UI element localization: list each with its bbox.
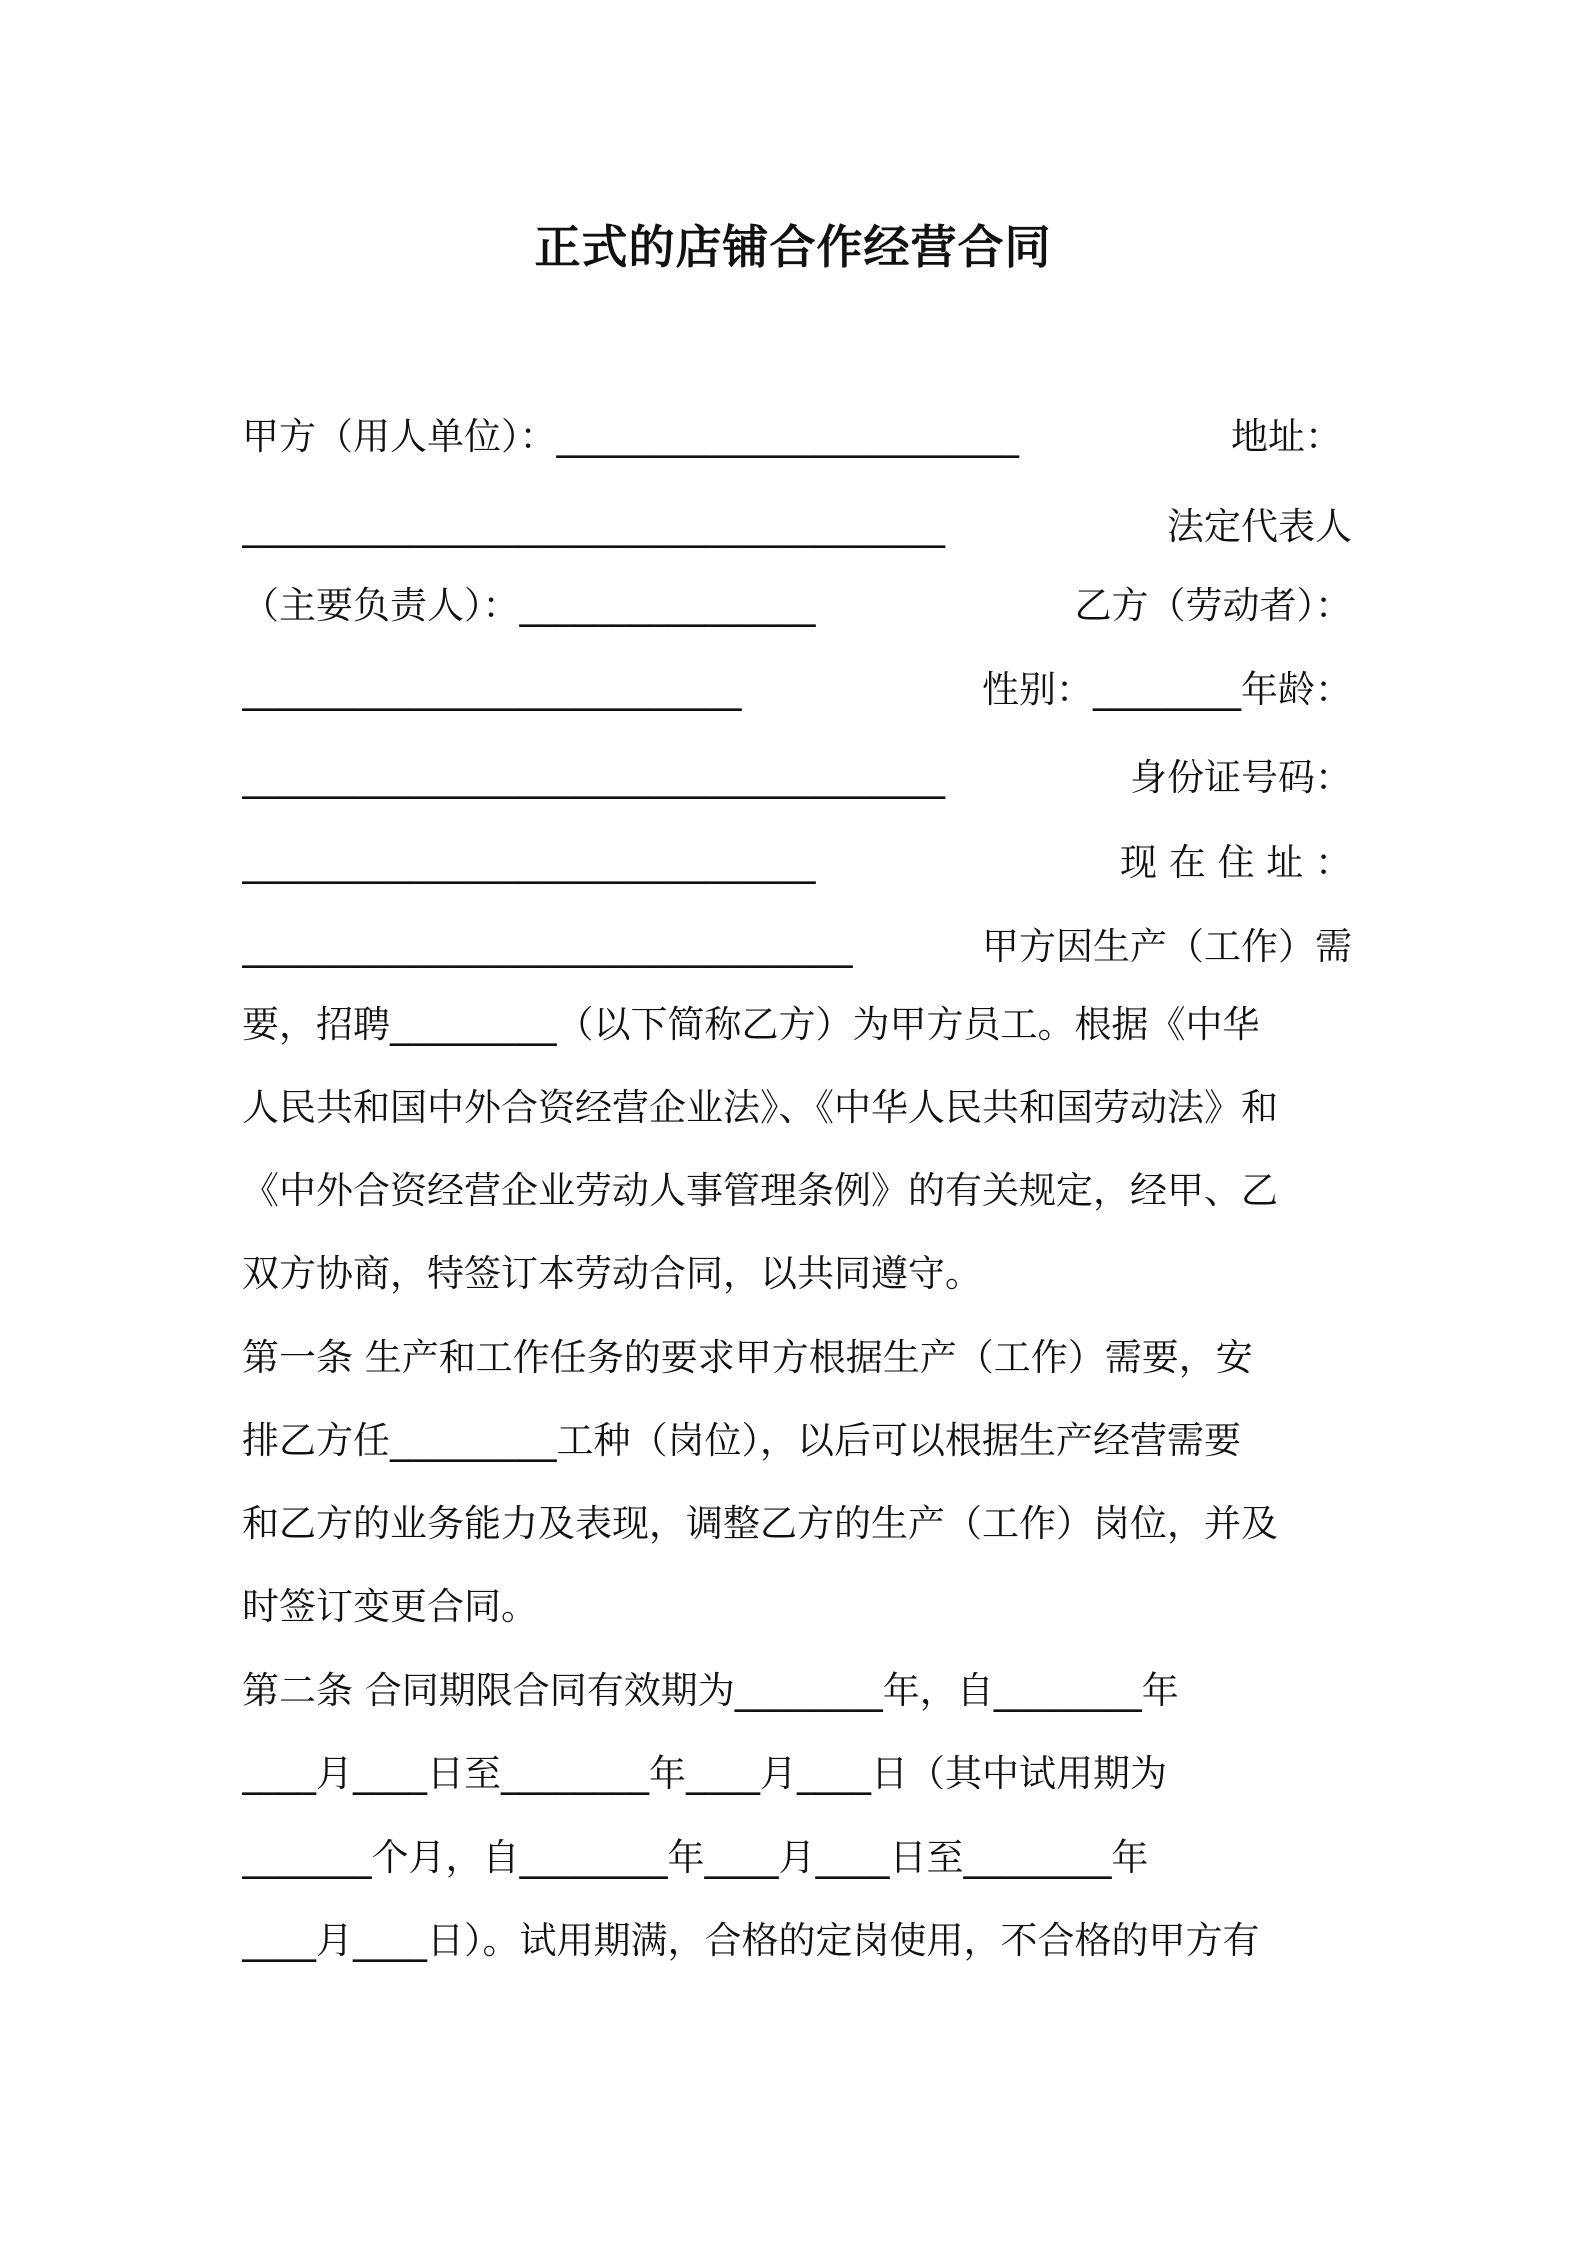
preamble-text-1: 甲方因生产（工作）需 (982, 925, 1352, 968)
article-2-line-1: 第二条 合同期限合同有效期为________年，自________年 (242, 1669, 1179, 1712)
legal-rep-label: 法定代表人 (1167, 505, 1352, 548)
address-label: 地址： (1231, 415, 1342, 458)
document-title: 正式的店铺合作经营合同 (534, 220, 1052, 274)
legal-rep-line (242, 492, 1352, 562)
article-1-line-1: 第一条 生产和工作任务的要求甲方根据生产（工作）需要，安 (242, 1336, 1253, 1379)
gender-age-line (242, 655, 1352, 725)
current-address-blank: _________________________________ (242, 925, 853, 968)
party-b-blank: ___________________________ (242, 668, 742, 711)
preamble-line-1 (242, 912, 1352, 982)
party-a-unit-line (242, 402, 1352, 472)
preamble-line-2: 要，招聘_________（以下简称乙方）为甲方员工。根据《中华 (242, 1003, 1260, 1046)
preamble-line-5: 双方协商，特签订本劳动合同，以共同遵守。 (242, 1252, 982, 1295)
article-1-line-3: 和乙方的业务能力及表现，调整乙方的生产（工作）岗位，并及 (242, 1502, 1278, 1545)
address-blank: ______________________________________ (242, 505, 945, 548)
current-address-line (242, 828, 1352, 898)
principal-label: （主要负责人）：________________ (242, 584, 816, 627)
article-1-line-2: 排乙方任_________工种（岗位），以后可以根据生产经营需要 (242, 1419, 1241, 1462)
gender-age-label: 性别：________年龄： (982, 668, 1352, 711)
id-number-blank: _______________________________ (242, 841, 816, 884)
party-a-unit-label: 甲方（用人单位）：_________________________ (242, 415, 1019, 458)
id-number-label: 身份证号码： (1130, 756, 1352, 799)
article-2-line-2: ____月____日至________年____月____日（其中试用期为 (242, 1752, 1167, 1795)
current-address-label: 现 在 住 址 ： (1119, 841, 1352, 884)
id-number-line (242, 743, 1352, 813)
party-b-line (242, 571, 1352, 641)
article-2-line-4: ____月____日）。试用期满，合格的定岗使用，不合格的甲方有 (242, 1919, 1260, 1962)
preamble-line-4: 《中外合资经营企业劳动人事管理条例》的有关规定，经甲、乙 (242, 1169, 1278, 1212)
age-blank: ______________________________________ (242, 756, 945, 799)
party-b-label: 乙方（劳动者）： (1074, 584, 1352, 627)
article-1-line-4: 时签订变更合同。 (242, 1585, 538, 1628)
article-2-line-3: _______个月，自________年____月____日至________年 (242, 1836, 1149, 1879)
preamble-line-3: 人民共和国中外合资经营企业法》、《中华人民共和国劳动法》和 (242, 1086, 1278, 1129)
